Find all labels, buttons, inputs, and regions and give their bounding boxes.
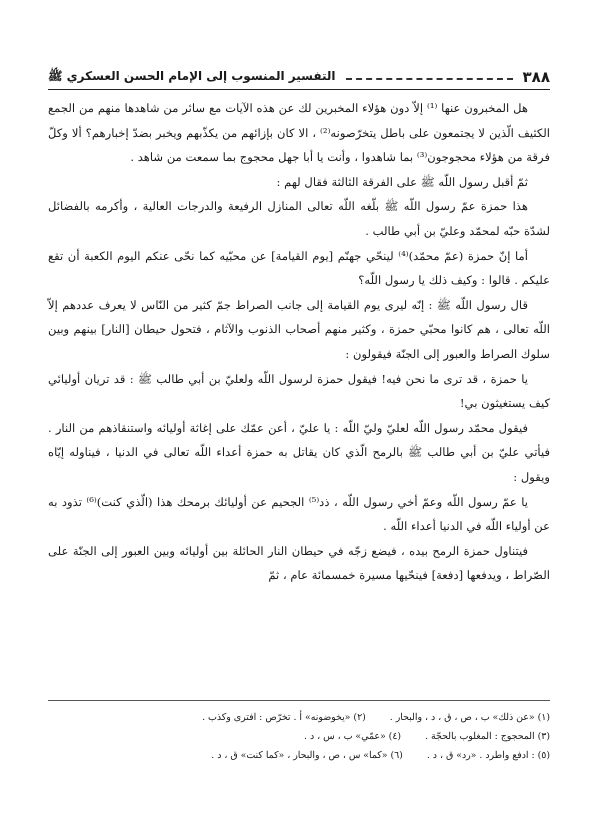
footnote-row xyxy=(48,746,550,765)
footnote: (٢) «يخوضونه» أ . تخرّص : افترى وكذب . xyxy=(202,712,366,723)
paragraph: هذا حمزة عمّ رسول اللّه ﷺ بلّغه اللّه تعالى المنازل الرفيعة والدرجات العالية ، وأكرمه بالفضائل لشدّة حبّه لمحمّد وعليّ بن أبي طالب . xyxy=(48,199,550,238)
footnote: (٥) : ادفع واطرد . «رد» ق ، د . xyxy=(426,750,550,761)
paragraph: يا حمزة ، قد ترى ما نحن فيه! فيقول حمزة لرسول اللّه ولعليّ بن أبي طالب ﷺ : قد تريان أوليائي كيف يستغيثون بي! xyxy=(48,371,550,411)
main-text xyxy=(48,96,550,588)
paragraph: فيقول محمّد رسول اللّه لعليّ وليّ اللّه : يا عليّ ، أعن عمّك على إغاثة أوليائه واستنقاذهم من النار . فيأتي عليّ بن أبي طالب ﷺ بالرمح الّذي كان يقاتل به حمزة أعداء اللّه تعالى في الدنيا ، فيناوله إيّاه ويقول : xyxy=(48,420,550,484)
paragraph: يا عمّ رسول اللّه وعمّ أخي رسول اللّه ، ذد⁽⁵⁾ الجحيم عن أوليائك برمحك هذا (الّذي كنت)⁽⁶⁾ تذود به عن أولياء اللّه في الدنيا أعداء اللّه . xyxy=(48,494,550,534)
paragraph: ثمّ أقبل رسول اللّه ﷺ على الفرقة الثالثة فقال لهم : xyxy=(276,174,528,189)
page-number: ٣٨٨ xyxy=(522,68,550,86)
footnote-row xyxy=(48,708,550,727)
paragraph: هل المخبرون عنها ⁽¹⁾ إلاّ دون هؤلاء المخبرين لك عن هذه الآيات مع سائر من شاهدها منهم من الجمع الكثيف الّذين لا يجتمعون على باطل يتخرّصونه⁽²⁾ ، الا كان بإزائهم من يكذّبهم ويخبر بضدّ إخبارهم؟ ألا وكلّ فرقة من هؤلاء محجوجون⁽³⁾ بما شاهدوا ، وأنت يا أبا جهل محجوج بما سمعت من شاهد . xyxy=(48,101,551,165)
footnotes xyxy=(48,708,550,765)
paragraph: قال رسول اللّه ﷺ : إنّه ليرى يوم القيامة إلى جانب الصراط جمّ كثير من النّاس لا يعرف عددهم إلاّ اللّه تعالى ، هم كانوا محبّي حمزة ، وكثير منهم أصحاب الذنوب والآثام ، فتحول حيطان [النار] بينهم وبين سلوك الصراط والعبور إلى الجنّة فيقولون : xyxy=(48,297,550,361)
footnote-rule xyxy=(48,700,550,701)
running-header xyxy=(48,60,550,86)
footnote: (١) «عن ذلك» ب ، ص ، ق ، د ، والبحار . xyxy=(389,712,550,723)
header-rule xyxy=(48,89,550,90)
footnote: (٦) «كما» س ، ص ، والبحار ، «كما كنت» ق ، د . xyxy=(211,750,403,761)
header-dashed-line xyxy=(346,78,513,80)
paragraph: أما إنّ حمزة (عمّ محمّد)⁽⁴⁾ لينحّي جهنّم [يوم القيامة] عن محبّيه كما نحّى عنكم اليوم الكعبة أن تقع عليكم . قالوا : وكيف ذلك يا رسول اللّه؟ xyxy=(48,248,550,288)
footnote: (٣) المحجوج : المغلوب بالحجّة . xyxy=(425,731,550,742)
running-title: التفسير المنسوب إلى الإمام الحسن العسكري ﷺ xyxy=(48,69,336,83)
paragraph: فيتناول حمزة الرمح بيده ، فيضع زجّه في حيطان النار الحائلة بين أوليائه وبين العبور إلى الجنّة على الصّراط ، ويدفعها [دفعة] فينحّيها مسيرة خمسمائة عام ، ثمّ xyxy=(48,543,550,583)
footnote: (٤) «عمّي» ب ، س ، د . xyxy=(304,731,402,742)
footnote-row xyxy=(48,727,550,746)
